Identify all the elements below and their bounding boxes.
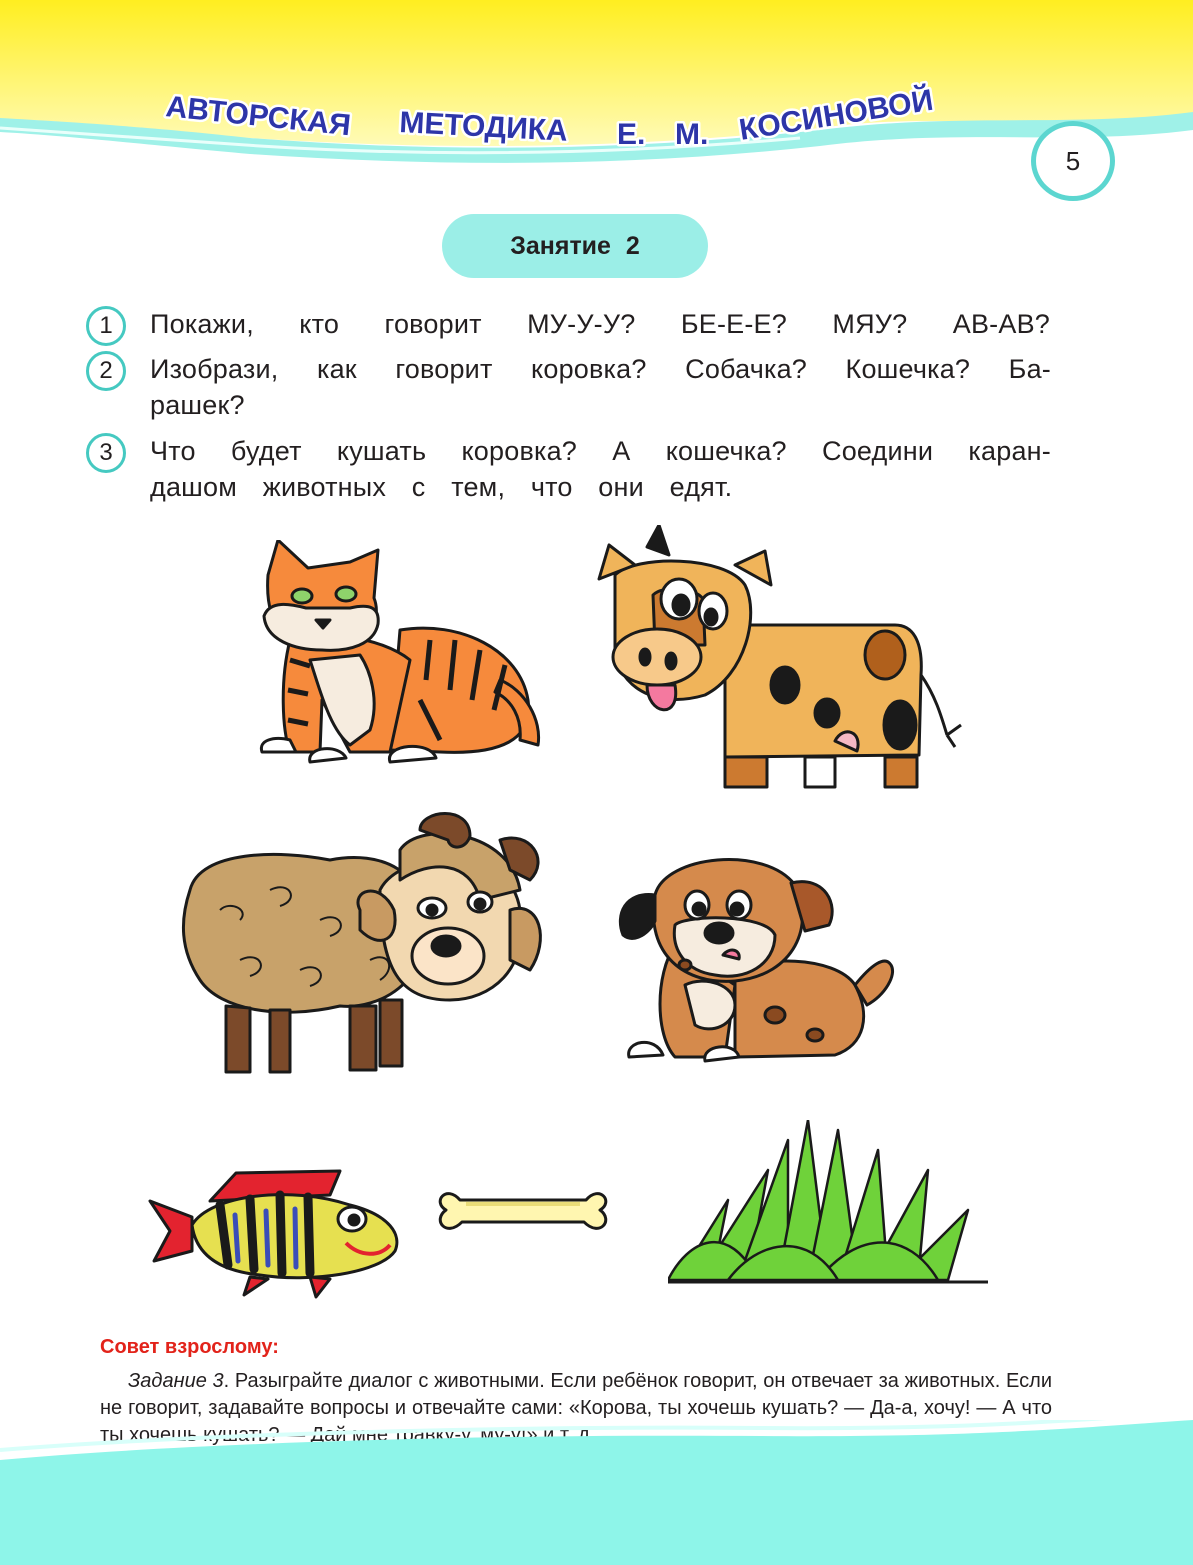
dog-illustration[interactable] [615, 835, 900, 1080]
task-number-badge: 1 [86, 306, 126, 346]
task-text-line-2: дашом животных с тем, что они едят. [150, 472, 733, 502]
task-number-badge: 2 [86, 351, 126, 391]
task-text-line-2: рашек? [150, 390, 245, 420]
sheep-illustration[interactable] [180, 810, 560, 1075]
title-word-4: М. [675, 118, 709, 151]
title-word-2: МЕТОДИКА [398, 106, 569, 148]
task-text-line-1: Изобрази, как говорит коровка? Собачка? Кошечка? Ба- [150, 354, 1051, 384]
advice-body: . Разыграйте диалог с животными. Если ребёнок говорит, он отвечает за животных. Если не говорит, задавайте вопросы и отвечайте сами: «Корова, ты хочешь кушать? — Да-а, хочу! — А что ты хочешь кушать? — Дай мне травку-у, му-у!» и т. д. [100, 1370, 1052, 1446]
advice-title: Совет взрослому: [100, 1336, 279, 1358]
title-word-3: Е. [617, 118, 646, 151]
title-word-1: АВТОРСКАЯ [164, 90, 353, 143]
task-text-line-1: Что будет кушать коровка? А кошечка? Соедини каран- [150, 436, 1051, 466]
footer-wave [0, 1420, 1193, 1565]
lesson-label: Занятие 2 [442, 214, 708, 278]
header-title [155, 70, 975, 170]
cow-illustration[interactable] [595, 525, 965, 795]
task-number-badge: 3 [86, 433, 126, 473]
cat-illustration[interactable] [250, 540, 550, 780]
title-word-5: КОСИНОВОЙ [736, 83, 936, 147]
bone-illustration[interactable] [436, 1180, 611, 1240]
fish-illustration[interactable] [140, 1165, 405, 1300]
task-text: Покажи, кто говорит МУ-У-У? БЕ-Е-Е? МЯУ? АВ-АВ? [150, 309, 1050, 339]
advice-task-reference: Задание 3 [128, 1370, 224, 1392]
grass-illustration[interactable] [668, 1120, 993, 1285]
page-number: 5 [1031, 121, 1115, 201]
